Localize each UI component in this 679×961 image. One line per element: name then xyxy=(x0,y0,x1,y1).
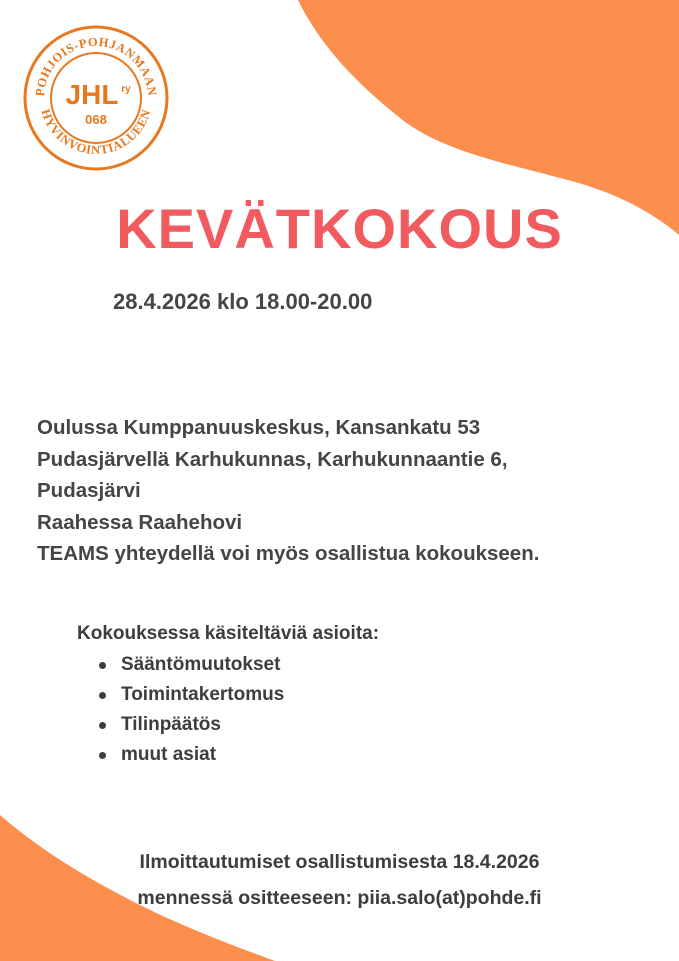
agenda-item xyxy=(99,650,379,680)
logo-arc-top: POHJOIS-POHJANMAAN xyxy=(32,34,160,97)
logo-arc-bottom: HYVINVOINTIALUEEN xyxy=(38,107,154,158)
agenda-item-label: Sääntömuutokset xyxy=(121,654,281,675)
agenda-heading: Kokouksessa käsiteltäviä asioita: xyxy=(77,623,380,644)
logo-mark: JHL xyxy=(65,79,119,110)
location-line: TEAMS yhteydellä voi myös osallistua kokoukseen. xyxy=(37,542,540,565)
bullet-icon xyxy=(99,752,106,759)
jhl-logo xyxy=(22,24,170,172)
registration-line: Ilmoittautumiset osallistumisesta 18.4.2026 xyxy=(139,851,540,873)
location-line: Raahessa Raahehovi xyxy=(37,510,243,534)
event-datetime: 28.4.2026 klo 18.00-20.00 xyxy=(113,289,373,314)
agenda-item xyxy=(99,680,379,710)
location-line: Oulussa Kumppanuuskeskus, Kansankatu 53 xyxy=(37,416,481,439)
location-line: Pudasjärvi xyxy=(37,479,141,502)
agenda-item-label: Tilinpäätös xyxy=(121,714,221,735)
agenda-item xyxy=(99,710,379,740)
agenda-item-label: Toimintakertomus xyxy=(121,684,285,705)
agenda-section xyxy=(77,618,379,770)
locations-list xyxy=(37,412,637,570)
registration-line: mennessä ositteeseen: piia.salo(at)pohde.fi xyxy=(137,887,542,909)
bullet-icon xyxy=(99,692,106,699)
logo-number: 068 xyxy=(85,112,107,127)
logo-mark-suffix: ry xyxy=(121,84,131,95)
registration-note xyxy=(0,844,679,916)
bullet-icon xyxy=(99,662,106,669)
bullet-icon xyxy=(99,722,106,729)
agenda-item xyxy=(99,740,379,770)
location-line: Pudasjärvellä Karhukunnas, Karhukunnaantie 6, xyxy=(37,447,508,471)
agenda-item-label: muut asiat xyxy=(121,744,217,765)
event-title: KEVÄTKOKOUS xyxy=(116,197,563,260)
agenda-list xyxy=(77,650,379,770)
